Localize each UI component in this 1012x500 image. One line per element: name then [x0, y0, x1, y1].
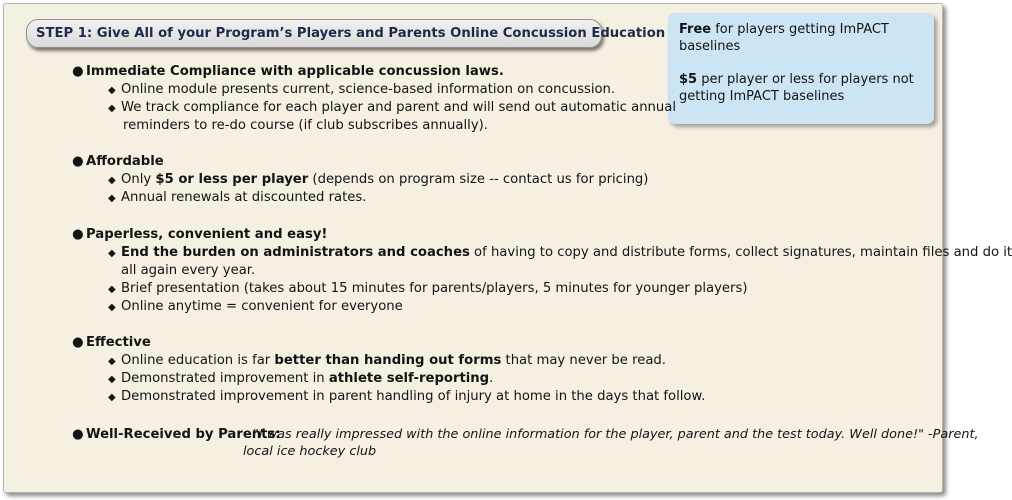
diamond-bullet-icon: ◆: [108, 248, 116, 259]
paperless-item-continued: all again every year.: [121, 263, 256, 278]
diamond-bullet-icon: ◆: [108, 103, 116, 114]
diamond-bullet-icon: ◆: [108, 374, 116, 385]
affordable-item: ◆ Annual renewals at discounted rates.: [108, 190, 367, 205]
effective-item: ◆ Online education is far better than handing out forms that may never be read.: [108, 353, 666, 368]
diamond-bullet-icon: ◆: [108, 302, 116, 313]
effective-item: ◆ Demonstrated improvement in athlete self-reporting.: [108, 371, 494, 386]
compliance-item: ◆ We track compliance for each player and parent and will send out automatic annual: [108, 100, 677, 115]
testimonial-row: [72, 426, 281, 443]
testimonial-heading: Well-Received by Parents:: [86, 427, 281, 442]
diamond-bullet-icon: ◆: [108, 392, 116, 403]
price-text: per player or less for players not getting ImPACT baselines: [679, 72, 914, 104]
bullet-icon: ●: [72, 64, 84, 79]
paperless-item: ◆ End the burden on administrators and coaches of having to copy and distribute forms, collect signatures, maintain files and do it: [108, 245, 1012, 260]
effective-heading: ● Effective: [72, 335, 151, 350]
free-text: for players getting ImPACT baselines: [679, 22, 889, 54]
compliance-item-continued: reminders to re-do course (if club subscribes annually).: [123, 118, 488, 133]
bullet-icon: ●: [72, 154, 84, 169]
effective-item: ◆ Demonstrated improvement in parent handling of injury at home in the days that follow.: [108, 389, 706, 404]
paperless-heading: ● Paperless, convenient and easy!: [72, 227, 328, 242]
diamond-bullet-icon: ◆: [108, 85, 116, 96]
bullet-icon: ●: [72, 427, 84, 442]
paperless-item: ◆ Brief presentation (takes about 15 minutes for parents/players, 5 minutes for younger players): [108, 281, 748, 296]
testimonial-source: local ice hockey club: [243, 444, 377, 459]
free-label: Free: [679, 22, 712, 37]
step-title: STEP 1: Give All of your Program’s Players and Parents Online Concussion Education: [36, 26, 666, 41]
diamond-bullet-icon: ◆: [108, 175, 116, 186]
affordable-item: ◆ Only $5 or less per player (depends on program size -- contact us for pricing): [108, 172, 649, 187]
diamond-bullet-icon: ◆: [108, 284, 116, 295]
compliance-heading: ● Immediate Compliance with applicable concussion laws.: [72, 64, 504, 79]
affordable-heading: ● Affordable: [72, 154, 164, 169]
testimonial-quote: "I was really impressed with the online information for the player, parent and the test today. Well done!" -Parent,: [253, 427, 979, 442]
diamond-bullet-icon: ◆: [108, 356, 116, 367]
price-label: $5: [679, 72, 698, 87]
paperless-item: ◆ Online anytime = convenient for everyone: [108, 299, 403, 314]
bullet-icon: ●: [72, 227, 84, 242]
bullet-icon: ●: [72, 335, 84, 350]
compliance-item: ◆ Online module presents current, science-based information on concussion.: [108, 82, 616, 97]
diamond-bullet-icon: ◆: [108, 193, 116, 204]
